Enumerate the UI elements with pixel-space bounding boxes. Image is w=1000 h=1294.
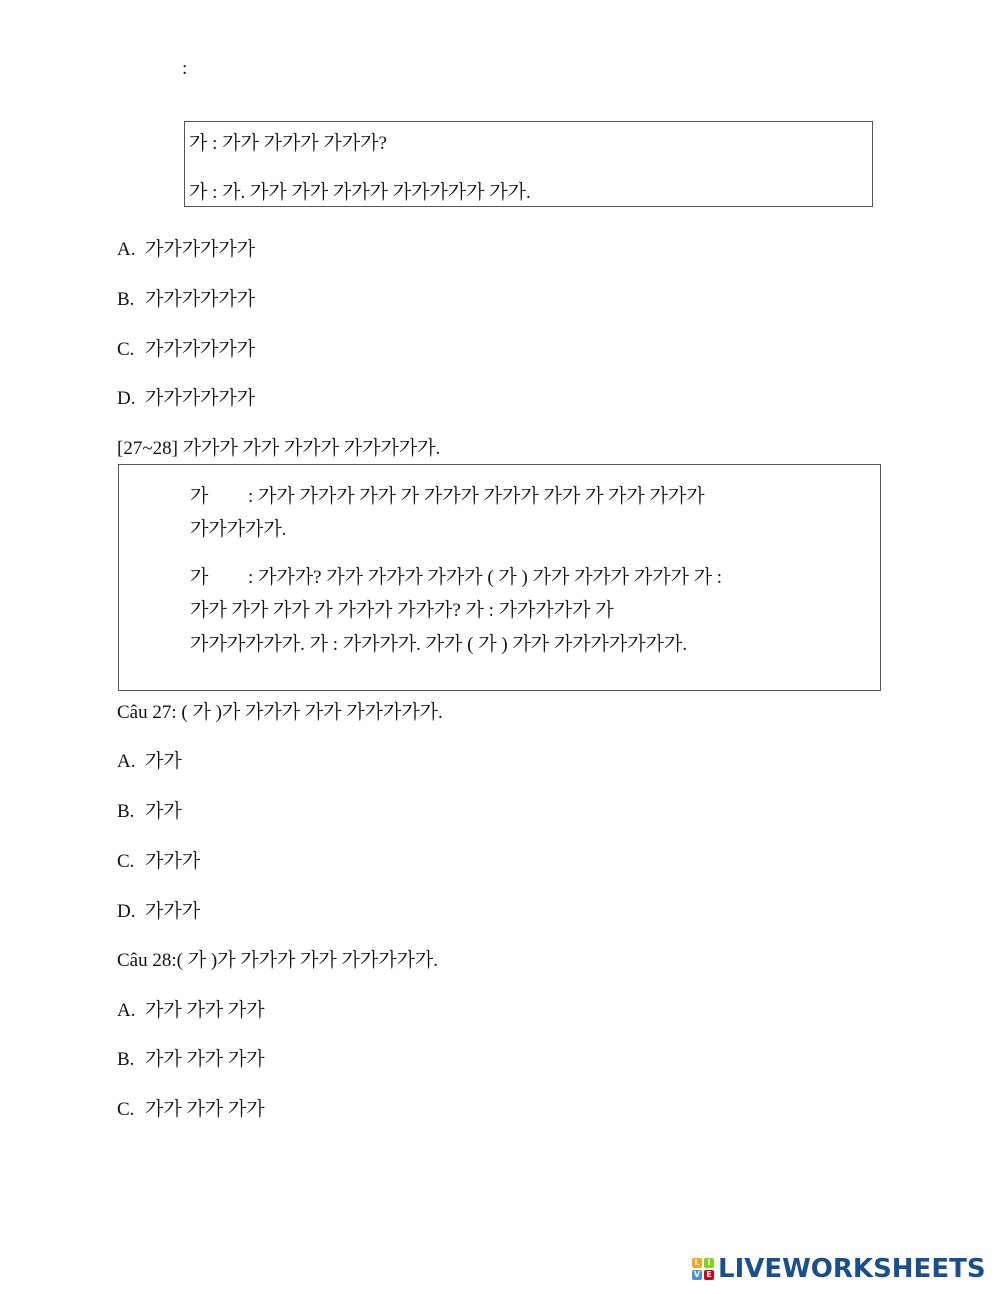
dialog-turn-2-line-3: 가가가가가가. 가 : 가가가가. 가가 ( 가 ) 가가 가가가가가가가. (190, 634, 688, 655)
speaker-label: 가 (190, 567, 209, 588)
option-letter: B. (117, 801, 135, 822)
option-letter: B. (117, 1049, 135, 1070)
option-letter: D. (117, 901, 136, 922)
q27-option-b[interactable] (117, 796, 182, 823)
q27-option-d[interactable] (117, 896, 200, 923)
option-letter: A. (117, 239, 136, 260)
q28-question: Câu 28:( 가 )가 가가가 가가 가가가가가. (117, 950, 439, 971)
option-text: 가가가 (145, 901, 201, 922)
option-text: 가가가가가가 (145, 388, 256, 409)
section-heading: [27~28] 가가가 가가 가가가 가가가가가. (117, 438, 441, 459)
q28-option-c[interactable] (117, 1094, 265, 1121)
q26-option-a[interactable] (117, 234, 255, 261)
option-text: 가가 가가 가가 (145, 1000, 265, 1021)
dialog-text: : 가가가? 가가 가가가 가가가 ( 가 ) 가가 가가가 가가가 가 : (248, 567, 723, 588)
dialog-line-2: 가 : 가. 가가 가가 가가가 가가가가가 가가. (189, 182, 531, 203)
dialog-line-1: 가 : 가가 가가가 가가가? (189, 133, 387, 154)
logo-mark-tile: E (704, 1270, 714, 1280)
dialog-turn-1-line-1 (190, 481, 705, 508)
option-letter: A. (117, 751, 136, 772)
option-letter: B. (117, 289, 135, 310)
q28-option-a[interactable] (117, 995, 265, 1022)
option-text: 가가가가가가 (145, 289, 256, 310)
q27-question: Câu 27: ( 가 )가 가가가 가가 가가가가가. (117, 702, 443, 723)
q26-option-d[interactable] (117, 383, 255, 410)
q27-option-c[interactable] (117, 846, 200, 873)
top-colon: : (182, 58, 188, 79)
liveworksheets-logo (692, 1253, 986, 1285)
liveworksheets-logo-icon (692, 1258, 714, 1280)
dialog-turn-1-line-2: 가가가가가. (190, 519, 287, 540)
option-letter: C. (117, 339, 135, 360)
option-text: 가가 (145, 801, 182, 822)
q27-option-a[interactable] (117, 746, 182, 773)
dialog-box-2 (118, 464, 881, 691)
option-text: 가가 가가 가가 (145, 1049, 265, 1070)
option-text: 가가가가가가 (145, 339, 256, 360)
q26-option-b[interactable] (117, 284, 255, 311)
logo-mark-tile: V (693, 1270, 701, 1279)
option-text: 가가 (145, 751, 182, 772)
option-letter: A. (117, 1000, 136, 1021)
option-text: 가가가가가가 (145, 239, 256, 260)
q28-option-b[interactable] (117, 1044, 265, 1071)
option-letter: C. (117, 851, 135, 872)
logo-text: LIVEWORKSHEETS (718, 1254, 986, 1284)
speaker-label: 가 (190, 486, 209, 507)
dialog-text: : 가가 가가가 가가 가 가가가 가가가 가가 가 가가 가가가 (248, 486, 705, 507)
option-text: 가가 가가 가가 (145, 1099, 265, 1120)
logo-mark-tile: I (704, 1258, 714, 1268)
dialog-turn-2-line-2: 가가 가가 가가 가 가가가 가가가? 가 : 가가가가가 가 (190, 600, 614, 621)
option-text: 가가가 (145, 851, 201, 872)
dialog-box-1 (184, 121, 873, 207)
option-letter: C. (117, 1099, 135, 1120)
q26-option-c[interactable] (117, 334, 255, 361)
logo-mark-tile: L (692, 1258, 702, 1268)
option-letter: D. (117, 388, 136, 409)
dialog-turn-2-line-1 (190, 562, 722, 589)
